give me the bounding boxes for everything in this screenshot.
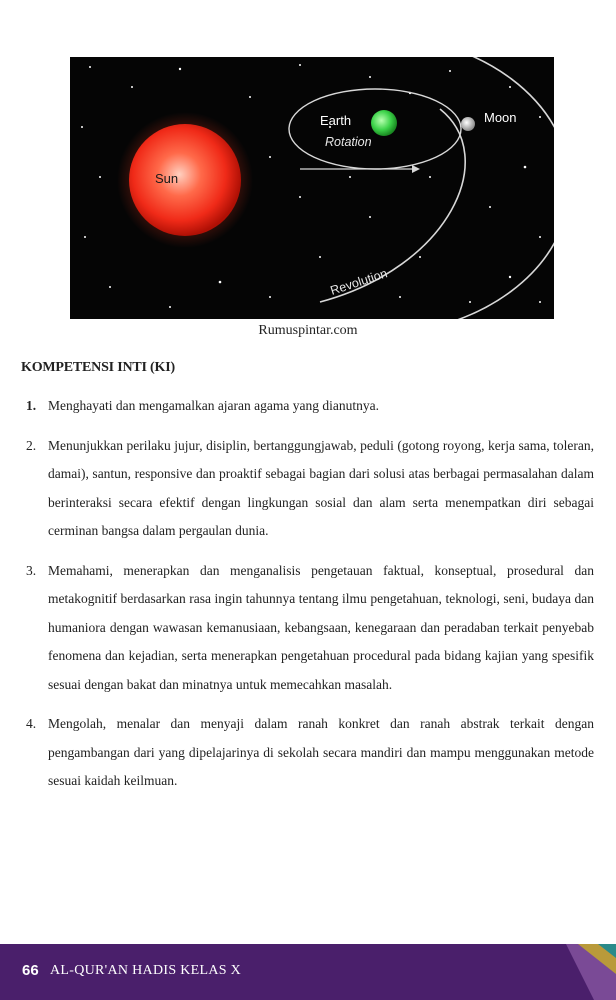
sun-label: Sun [155,171,179,186]
item-text: Menunjukkan perilaku jujur, disiplin, bertanggungjawab, peduli (gotong royong, kerja sama, toleran, damai), santun, responsive dan proaktif sebagai bagian dari solusi atas berbagai permasalahan dalam berinteraksi secara efektif dengan lingkungan sosial dan alam serta menempatkan diri sebagai cerminan bangsa dalam pergaulan dunia. [48,437,594,538]
list-item [22,392,594,421]
solar-system-diagram [70,57,554,319]
moon-label: Moon [484,110,517,125]
earth-label: Earth [320,113,352,128]
list-item [22,432,594,546]
item-number: 3. [26,562,37,578]
item-number: 2. [26,437,37,453]
item-number: 4. [26,716,37,731]
earth [371,110,397,136]
book-title: AL-QUR'AN HADIS KELAS X [50,963,242,978]
item-text: Menghayati dan mengamalkan ajaran agama yang dianutnya. [48,398,379,413]
item-number: 1. [26,398,37,413]
item-text: Memahami, menerapkan dan menganalisis pengetauan faktual, konseptual, prosedural dan metakognitif berdasarkan rasa ingin tahunnya tentang ilmu pengetahuan, teknologi, seni, budaya dan humaniora dengan wawasan kemanusiaan, kebangsaan, kenegaraan dan peradaban terkait penyebab fenomena dan kejadian, serta menerapkan pengetahuan procedural pada bidang kajian yang spesifik sesuai dengan bakat dan minatnya untuk memecahkan masalah. [48,562,594,692]
rotation-label: Rotation [325,135,372,149]
moon [461,117,475,131]
list-item [22,557,594,700]
page-number: 66 [22,962,39,979]
item-text: Mengolah, menalar dan menyaji dalam ranah konkret dan ranah abstrak terkait dengan pengambangan dari yang dipelajarinya di sekolah secara mandiri dan mampu menggunakan metode sesuai kaidah keilmuan. [48,716,594,788]
competency-list [22,392,594,807]
page-footer [0,944,616,1000]
footer-decoration [536,944,616,1000]
solar-system-figure [70,57,554,319]
sun [129,124,241,236]
rotation-arrowhead [412,165,420,173]
list-item [22,710,594,796]
figure-caption: Rumuspintar.com [258,323,358,338]
section-title: KOMPETENSI INTI (KI) [21,360,175,375]
revolution-label: Revolution [328,266,390,298]
